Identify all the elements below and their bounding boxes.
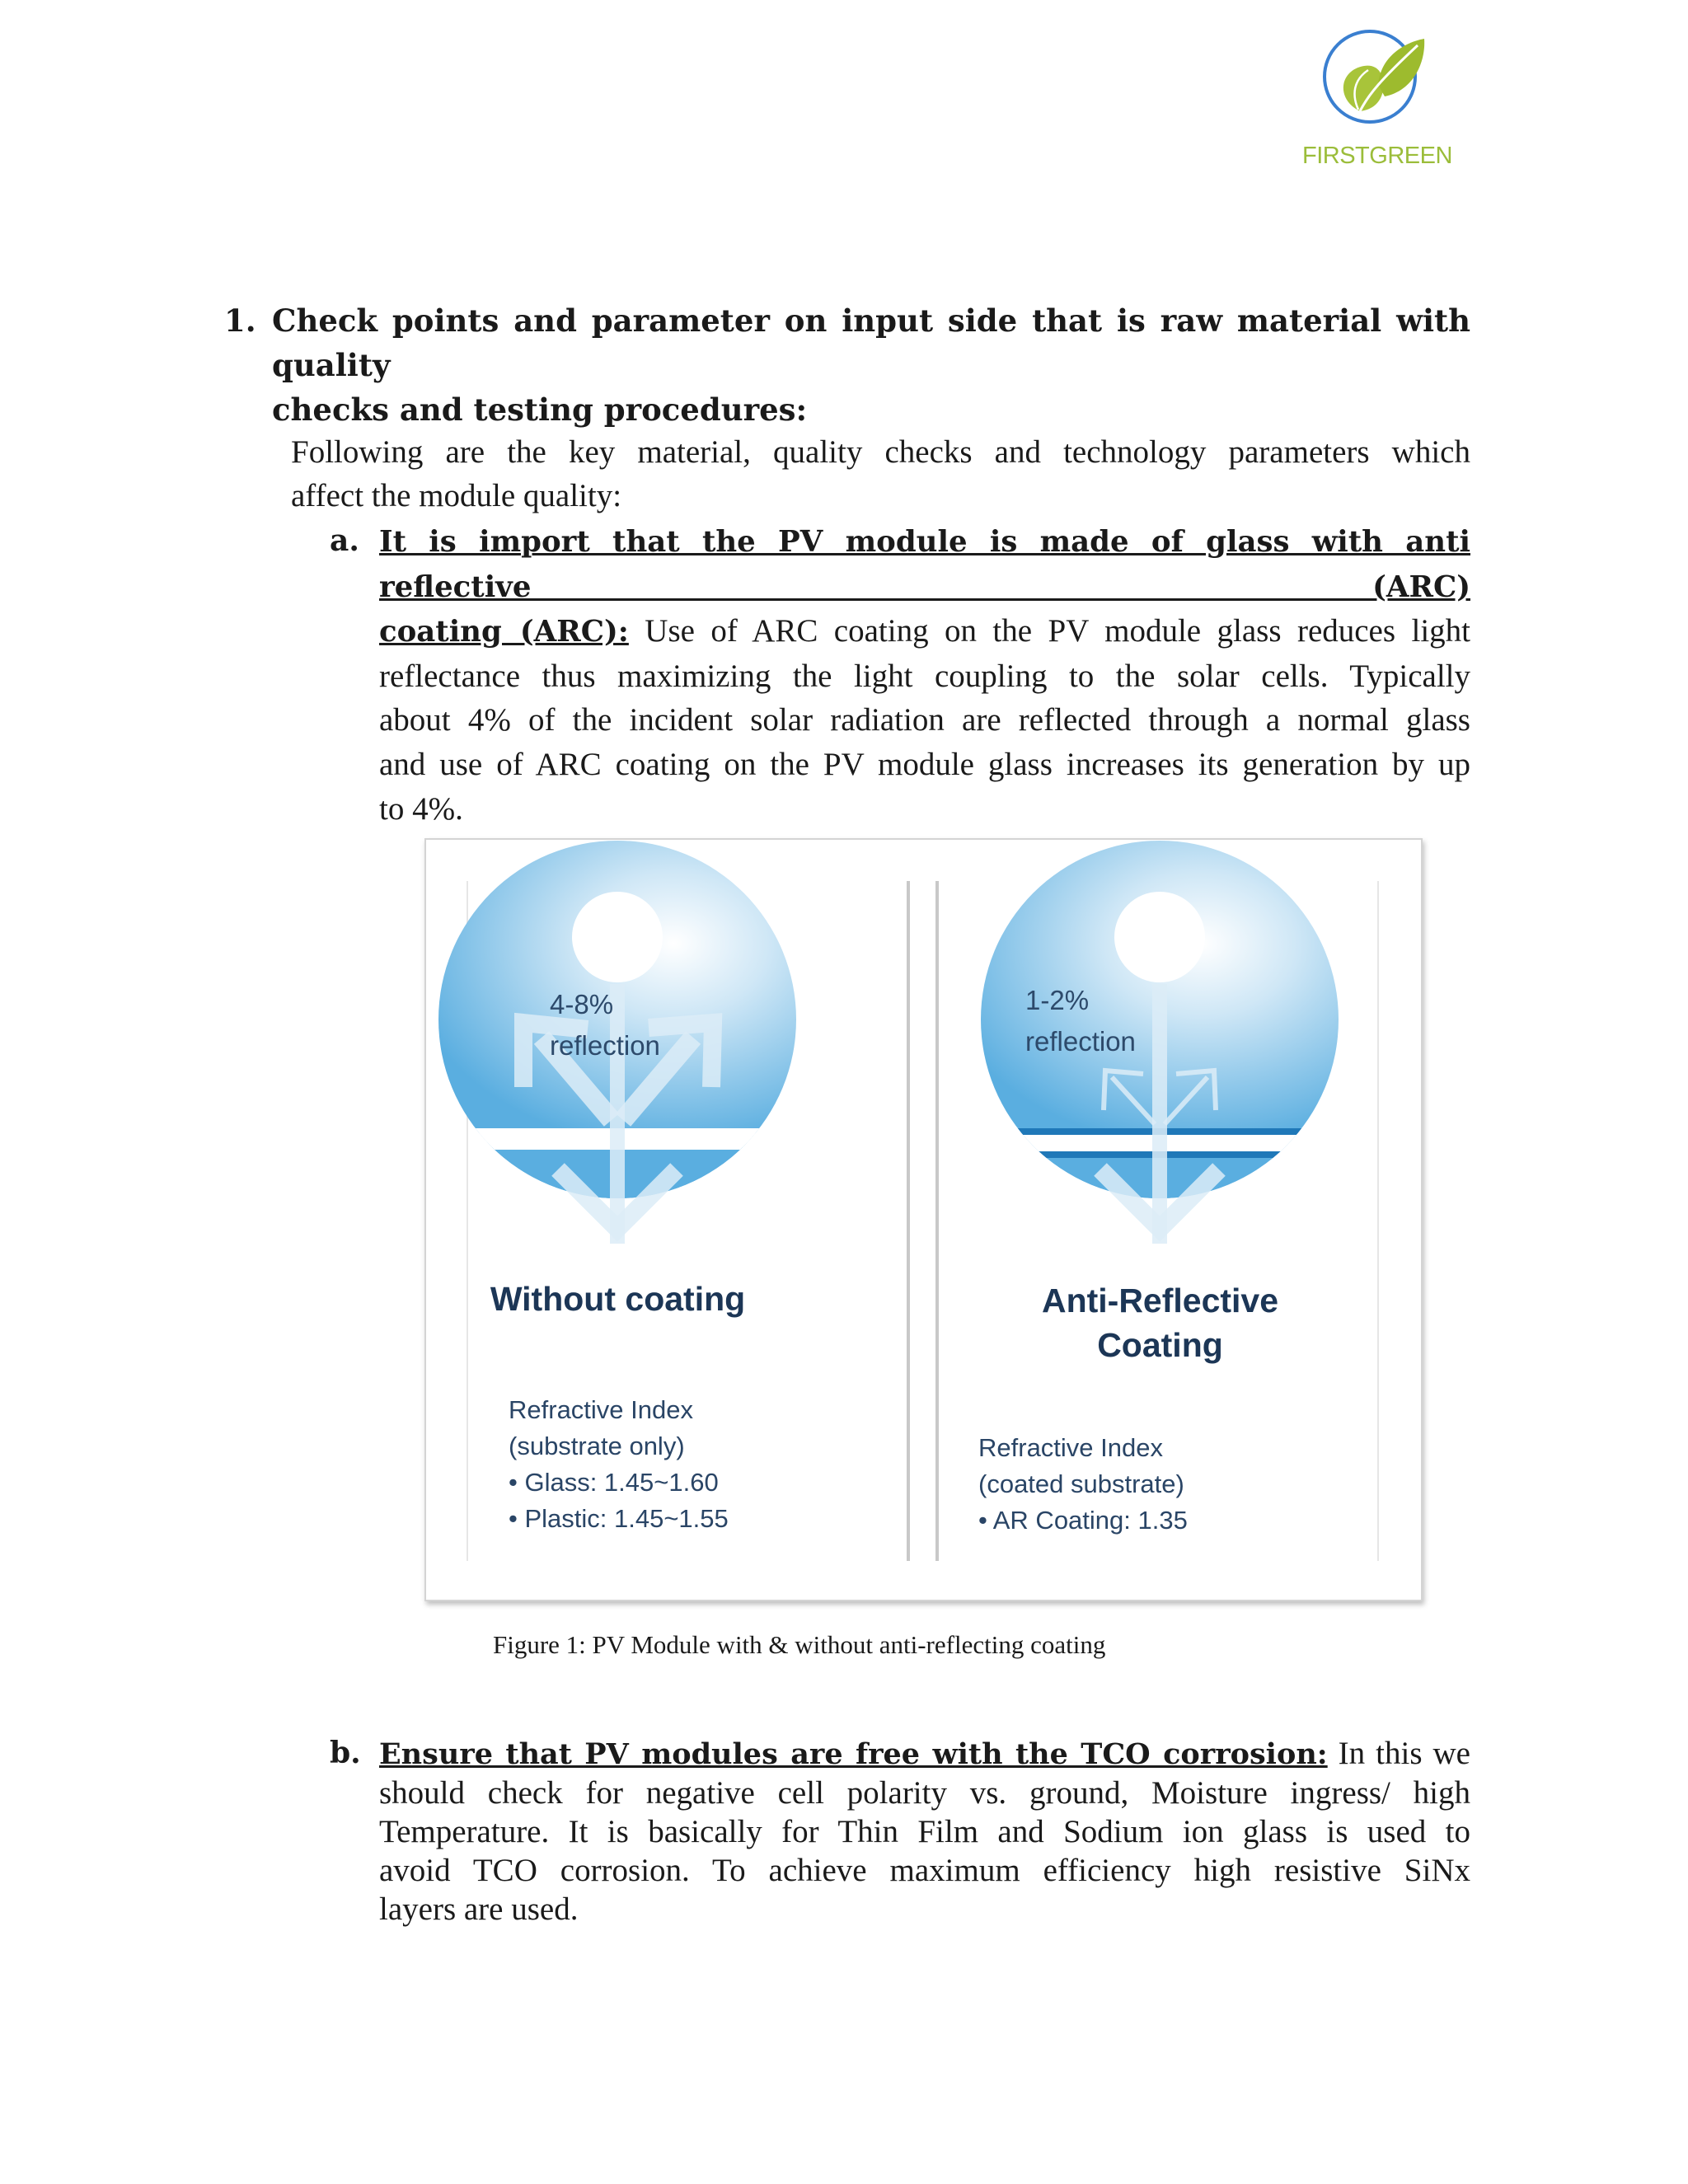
intro-paragraph <box>291 430 1470 518</box>
sun-icon-right <box>1114 892 1205 982</box>
item-a-line-4: about 4% of the incident solar radiation are reflected through a normal glass <box>379 702 1470 738</box>
left-ri-title: Refractive Index <box>509 1395 693 1424</box>
item-a-line-3: reflectance thus maximizing the light coupling to the solar cells. Typically <box>379 658 1470 694</box>
item-b-line-2: should check for negative cell polarity vs. ground, Moisture ingress/ high <box>379 1775 1470 1811</box>
left-ri-item-2: • Plastic: 1.45~1.55 <box>509 1504 729 1533</box>
left-panel-title: Without coating <box>490 1280 746 1318</box>
intro-line-1: Following are the key material, quality checks and technology parameters which <box>291 434 1470 470</box>
item-marker: a. <box>330 523 359 558</box>
leaf-logo-icon <box>1302 21 1451 144</box>
section-number: 1. <box>224 302 256 339</box>
right-panel-title-1: Anti-Reflective <box>1041 1282 1279 1319</box>
right-ri-title: Refractive Index <box>978 1433 1163 1462</box>
left-reflection-label: reflection <box>550 1030 660 1061</box>
logo-text: FIRSTGREEN <box>1302 143 1452 169</box>
firstgreen-logo <box>1302 21 1451 177</box>
left-ri-sub: (substrate only) <box>509 1432 685 1460</box>
item-a-line-5: and use of ARC coating on the PV module glass increases its generation by up <box>379 746 1470 782</box>
right-reflection-label: reflection <box>1025 1026 1136 1057</box>
right-reflection-percent: 1-2% <box>1025 985 1090 1015</box>
right-ri-sub: (coated substrate) <box>978 1469 1184 1498</box>
intro-line-2: affect the module quality: <box>291 478 622 513</box>
figure-caption: Figure 1: PV Module with & without anti-reflecting coating <box>493 1630 1106 1659</box>
item-b-lead: Ensure that PV modules are free with the TCO corrosion: <box>379 1737 1328 1771</box>
item-b-line-5: layers are used. <box>379 1891 579 1927</box>
item-b-line-4: avoid TCO corrosion. To achieve maximum efficiency high resistive SiNx <box>379 1853 1470 1888</box>
heading-line-1: Check points and parameter on input side that is raw material with quality <box>272 302 1470 383</box>
right-panel-title-2: Coating <box>1097 1326 1223 1364</box>
heading-line-2: checks and testing procedures: <box>272 391 808 428</box>
sun-icon <box>572 892 663 982</box>
item-a-lead-2: coating (ARC): <box>379 615 629 649</box>
arc-coating-figure <box>424 838 1423 1601</box>
item-b-line-3: Temperature. It is basically for Thin Film and Sodium ion glass is used to <box>379 1814 1470 1849</box>
item-a-lead-1: It is import that the PV module is made of glass with anti reflective (ARC) <box>379 525 1470 604</box>
item-marker-b: b. <box>330 1736 361 1770</box>
anti-reflective-circle <box>954 840 1421 1224</box>
right-ri-item-1: • AR Coating: 1.35 <box>978 1506 1188 1535</box>
item-a-line-6: to 4%. <box>379 790 463 827</box>
item-a-line-2: Use of ARC coating on the PV module glass reduces light <box>628 613 1470 649</box>
item-b-line-1: In this we <box>1327 1736 1470 1771</box>
left-ri-item-1: • Glass: 1.45~1.60 <box>509 1468 719 1497</box>
left-reflection-percent: 4-8% <box>550 989 614 1019</box>
